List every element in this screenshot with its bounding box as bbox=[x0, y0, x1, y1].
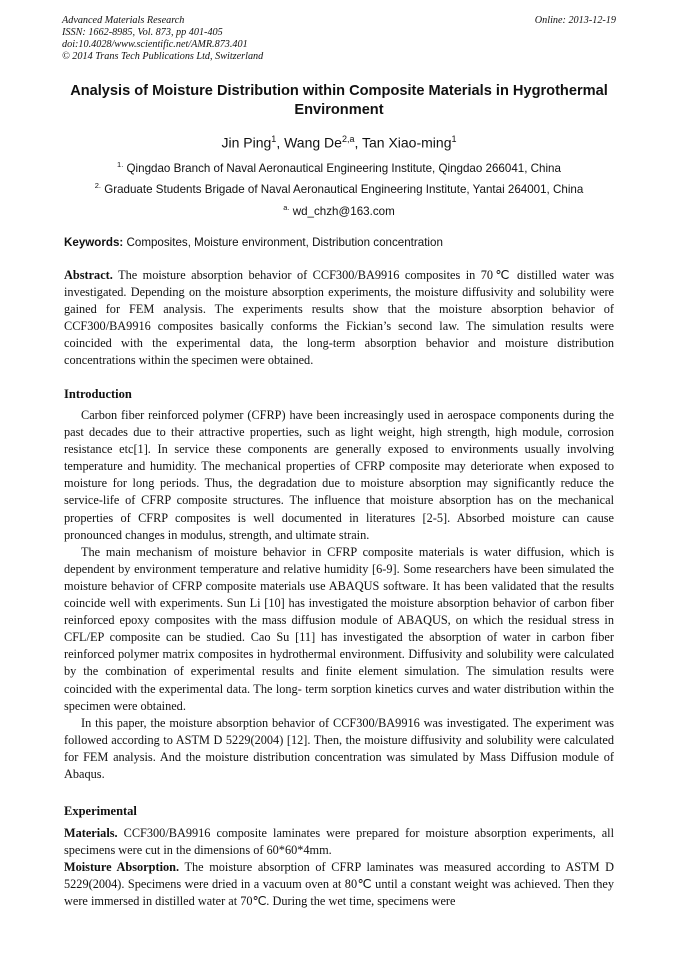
author-affil-mark: 1 bbox=[271, 134, 277, 144]
experimental-heading: Experimental bbox=[64, 804, 137, 818]
copyright: © 2014 Trans Tech Publications Ltd, Switzerland bbox=[62, 51, 264, 62]
intro-paragraph-3: In this paper, the moisture absorption behavior of CCF300/BA9916 was investigated. The experiment was followed according to ASTM D 5229(2004) [12]. Then, the moisture diffusivity and solubility were calculated for FEM analysis. And the moisture distribution concentration was simulated by Mass Diffusion module of Abaqus. bbox=[64, 715, 614, 781]
author-affil-mark: 2,a bbox=[341, 134, 355, 144]
journal-name: Advanced Materials Research bbox=[62, 15, 185, 26]
materials-paragraph bbox=[64, 825, 614, 859]
abstract-text: The moisture absorption behavior of CCF300/BA9916 composites in 70℃ distilled water was investigated. Depending on the moisture absorption experiments, the moisture diffusivity and solubility were gained for FEM analysis. The experiments results show that the moisture absorption behavior of CCF300/BA9916 composites basically conforms the Fickian’s second law. The simulation results were coincided with the experimental data, the long-term absorption behavior and moisture distribution concentrations within the specimen were obtained. bbox=[64, 268, 614, 368]
intro-paragraph-2: The main mechanism of moisture behavior in CFRP composite materials is water diffusion, which is dependent by environment temperature and relative humidity [6-9]. Some researchers have been simulated the moisture behavior of CFRP composite materials use ABAQUS software. It has been validated that the results coincide well with experiments. Sun Li [10] has investigated the moisture absorption behavior of carbon fiber reinforced epoxy composites with the mass diffusion module of ABAQUS, on which the residual stress in CFL/EP composite can be studied. Cao Su [11] has investigated the absorption of water in carbon fiber reinforced polymer matrix composites in hydrothermal environment. Diffusivity and solubility were calculated by the combination of experimental results and finite element simulation. The simulation results were coincided with the experimental data. The long- term sorption kinetics curves and water distribution within the specimen were obtained. bbox=[64, 544, 614, 713]
affiliation-text: Graduate Students Brigade of Naval Aeronautical Engineering Institute, Yantai 264001, China bbox=[100, 182, 584, 196]
intro-paragraph-1: Carbon fiber reinforced polymer (CFRP) have been increasingly used in aerospace components during the past decades due to their attractive properties, such as light weight, high strength, high module, corrosion resistance etc[1]. In service these components are generally exposed to environments usually involving temperature and humidity. The mechanical properties of CFRP composite may deteriorate when exposed to moisture for long periods. Thus, the degradation due to moisture absorption may significantly reduce the service-life of CFRP composite structures. The influence that moisture absorption has on the mechanical properties of CFRP composites is well documented in literatures [2-5]. Absorbed moisture can cause pronounced changes in modulus, strength, and ultimate strain. bbox=[64, 408, 614, 542]
affiliation-mark: a. bbox=[283, 203, 290, 212]
author-name: Wang De bbox=[284, 134, 342, 151]
experimental-body bbox=[64, 825, 614, 910]
keywords bbox=[64, 236, 616, 250]
affiliation-mark: 2. bbox=[94, 181, 101, 190]
moisture-absorption-text: The moisture absorption of CFRP laminates was measured according to ASTM D 5229(2004). Specimens were dried in a vacuum oven at 80℃ until a constant weight was achieved. Then they were immersed in distilled water at 70℃. During the wet time, specimens were bbox=[64, 860, 614, 909]
abstract-label: Abstract. bbox=[64, 268, 113, 282]
online-date: Online: 2013-12-19 bbox=[534, 15, 616, 26]
author-sep: , bbox=[354, 134, 362, 151]
author-email bbox=[62, 201, 616, 219]
affiliation-text: Qingdao Branch of Naval Aeronautical Engineering Institute, Qingdao 266041, China bbox=[123, 161, 561, 175]
doi: doi:10.4028/www.scientific.net/AMR.873.401 bbox=[62, 39, 248, 50]
author-list bbox=[62, 130, 616, 152]
keywords-text: Composites, Moisture environment, Distribution concentration bbox=[123, 236, 443, 249]
author-sep: , bbox=[276, 134, 285, 151]
materials-text: CCF300/BA9916 composite laminates were prepared for moisture absorption experiments, all specimens were cut in the dimensions of 60*60*4mm. bbox=[64, 826, 614, 858]
moisture-absorption-paragraph bbox=[64, 859, 614, 910]
affiliation-mark: 1. bbox=[117, 160, 124, 169]
journal-header bbox=[62, 15, 618, 63]
affiliation-2 bbox=[62, 179, 616, 197]
introduction-body bbox=[64, 407, 614, 783]
materials-label: Materials. bbox=[64, 826, 118, 840]
affiliation-1 bbox=[62, 158, 616, 176]
introduction-heading: Introduction bbox=[64, 387, 132, 401]
paper-title: Analysis of Moisture Distribution within Composite Materials in Hygrothermal Environment bbox=[70, 83, 608, 118]
abstract bbox=[64, 267, 614, 370]
moisture-absorption-label: Moisture Absorption. bbox=[64, 860, 180, 875]
keywords-label: Keywords: bbox=[64, 236, 124, 249]
author-affil-mark: 1 bbox=[451, 134, 457, 144]
email-text: wd_chzh@163.com bbox=[289, 204, 395, 218]
author-name: Jin Ping bbox=[221, 134, 272, 151]
issn: ISSN: 1662-8985, Vol. 873, pp 401-405 bbox=[62, 27, 223, 38]
author-name: Tan Xiao-ming bbox=[361, 134, 452, 151]
